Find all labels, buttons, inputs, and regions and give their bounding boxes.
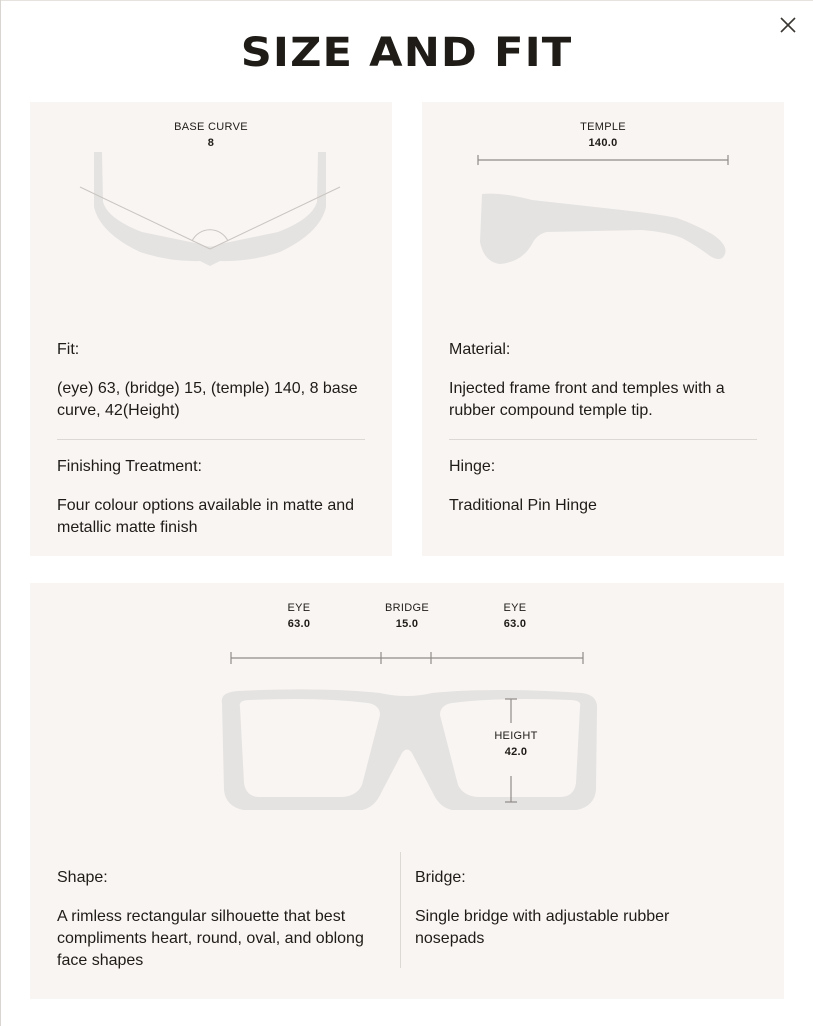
spec-bridge-value: Single bridge with adjustable rubber nosepads — [415, 908, 670, 947]
spec-hinge-label: Hinge: — [449, 458, 496, 475]
base-curve-illustration — [70, 147, 350, 272]
spec-divider — [57, 439, 365, 440]
spec-vertical-divider — [400, 852, 401, 968]
height-measure — [481, 728, 551, 760]
eye-right-label: EYE — [503, 602, 527, 614]
temple-label: TEMPLE — [580, 121, 626, 133]
spec-shape-label: Shape: — [57, 869, 108, 886]
eye-right-measure — [485, 600, 545, 632]
spec-bridge-label: Bridge: — [415, 869, 466, 886]
base-curve-card — [30, 102, 392, 556]
temple-measure — [553, 119, 653, 151]
spec-finishing-value: Four colour options available in matte and metallic matte finish — [57, 497, 355, 536]
eye-left-label: EYE — [287, 602, 311, 614]
spec-material-label: Material: — [449, 341, 511, 358]
eye-left-value: 63.0 — [287, 618, 311, 630]
base-curve-label: BASE CURVE — [174, 121, 248, 133]
base-curve-value: 8 — [207, 137, 215, 149]
temple-illustration — [472, 152, 732, 267]
modal-top-border — [0, 0, 813, 1]
spec-material-value: Injected frame front and temples with a rubber compound temple tip. — [449, 380, 725, 419]
spec-shape-value: A rimless rectangular silhouette that best compliments heart, round, oval, and oblong face shapes — [57, 908, 364, 969]
bridge-measure — [377, 600, 437, 632]
spec-fit-label: Fit: — [57, 341, 80, 358]
temple-value: 140.0 — [588, 137, 618, 149]
spec-fit-value: (eye) 63, (bridge) 15, (temple) 140, 8 base curve, 42(Height) — [57, 380, 358, 419]
front-card — [30, 583, 784, 999]
spec-material — [449, 339, 759, 422]
height-label: HEIGHT — [494, 730, 538, 742]
temple-card — [422, 102, 784, 556]
eye-left-measure — [269, 600, 329, 632]
spec-hinge — [449, 456, 759, 517]
spec-divider — [449, 439, 757, 440]
bridge-measure-value: 15.0 — [395, 618, 419, 630]
spec-fit — [57, 339, 367, 422]
spec-finishing — [57, 456, 372, 539]
bridge-measure-label: BRIDGE — [385, 602, 429, 614]
eye-right-value: 63.0 — [503, 618, 527, 630]
modal-left-border — [0, 0, 1, 1026]
spec-bridge — [415, 867, 715, 950]
spec-hinge-value: Traditional Pin Hinge — [449, 497, 597, 514]
spec-finishing-label: Finishing Treatment: — [57, 458, 202, 475]
spec-shape — [57, 867, 392, 972]
page-title: SIZE AND FIT — [240, 30, 573, 76]
height-value: 42.0 — [504, 746, 528, 758]
